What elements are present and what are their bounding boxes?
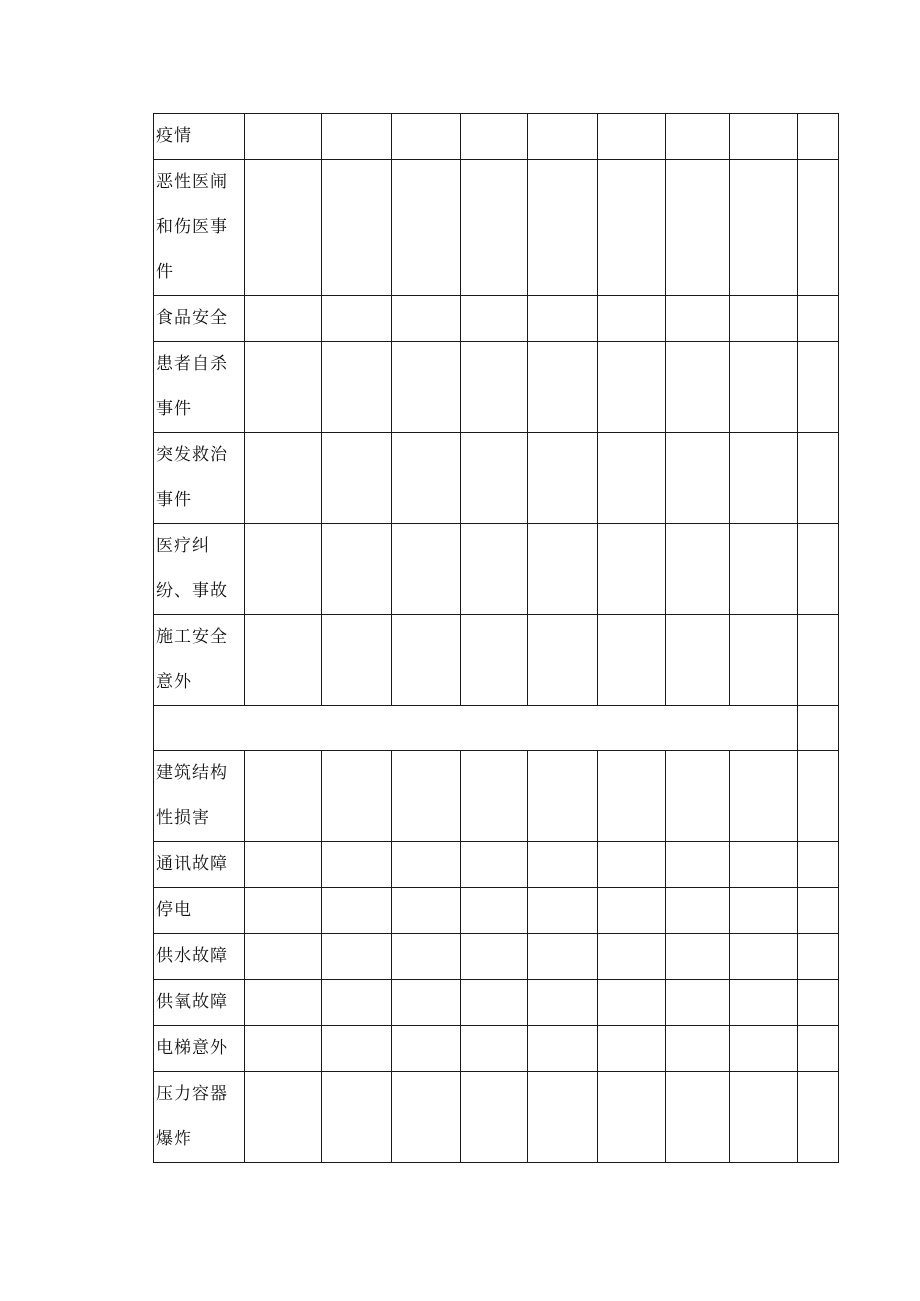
table-cell <box>598 160 666 296</box>
table-cell <box>528 888 598 934</box>
table-cell <box>392 751 461 842</box>
merged-cell <box>154 706 798 751</box>
table-cell <box>392 524 461 615</box>
table-cell <box>461 888 528 934</box>
table-cell <box>730 888 798 934</box>
table-cell <box>666 751 730 842</box>
table-cell <box>322 296 392 342</box>
table-cell <box>245 160 322 296</box>
table-cell <box>798 296 839 342</box>
table-cell <box>528 114 598 160</box>
table-cell <box>392 615 461 706</box>
row-label: 停电 <box>154 888 245 934</box>
table-cell <box>798 160 839 296</box>
table-cell <box>798 342 839 433</box>
table-cell <box>528 1026 598 1072</box>
table-cell <box>245 1026 322 1072</box>
table-cell <box>598 980 666 1026</box>
table-cell <box>798 114 839 160</box>
table-cell <box>392 980 461 1026</box>
table-row <box>154 888 839 934</box>
table-cell <box>392 342 461 433</box>
table-cell <box>245 615 322 706</box>
table-cell <box>322 842 392 888</box>
table-cell <box>322 934 392 980</box>
table-cell <box>598 296 666 342</box>
table-row <box>154 842 839 888</box>
table-cell <box>598 1072 666 1163</box>
table-row <box>154 1026 839 1072</box>
table-cell <box>666 888 730 934</box>
table-cell <box>245 114 322 160</box>
row-label: 压力容器爆炸 <box>154 1072 245 1163</box>
table-row <box>154 342 839 433</box>
table-row <box>154 1072 839 1163</box>
table-row <box>154 160 839 296</box>
table-cell <box>245 934 322 980</box>
row-label: 通讯故障 <box>154 842 245 888</box>
table-cell <box>245 524 322 615</box>
row-label: 疫情 <box>154 114 245 160</box>
table-cell <box>798 524 839 615</box>
table-cell <box>528 160 598 296</box>
table-cell <box>461 934 528 980</box>
row-label: 电梯意外 <box>154 1026 245 1072</box>
table-cell <box>245 433 322 524</box>
table-cell <box>598 342 666 433</box>
table-cell <box>528 1072 598 1163</box>
table-row <box>154 980 839 1026</box>
risk-table <box>153 113 839 1163</box>
table-cell <box>528 615 598 706</box>
table-cell <box>322 980 392 1026</box>
table-cell <box>245 751 322 842</box>
table-cell <box>730 114 798 160</box>
table-row <box>154 433 839 524</box>
table-cell <box>598 888 666 934</box>
table-cell <box>322 524 392 615</box>
table-cell <box>245 842 322 888</box>
table-cell <box>666 433 730 524</box>
row-label: 建筑结构性损害 <box>154 751 245 842</box>
table-cell <box>666 296 730 342</box>
table-cell <box>798 1026 839 1072</box>
table-cell <box>798 980 839 1026</box>
table-row <box>154 934 839 980</box>
table-cell <box>245 888 322 934</box>
table-cell <box>528 296 598 342</box>
table-cell <box>392 114 461 160</box>
table-cell <box>598 524 666 615</box>
table-cell <box>730 296 798 342</box>
row-label: 食品安全 <box>154 296 245 342</box>
table-cell <box>598 615 666 706</box>
table-cell <box>730 1072 798 1163</box>
table-row <box>154 524 839 615</box>
table-cell <box>598 934 666 980</box>
table-cell <box>528 524 598 615</box>
table-row <box>154 751 839 842</box>
table-cell <box>798 934 839 980</box>
table-cell <box>322 433 392 524</box>
table-cell <box>666 1072 730 1163</box>
table-cell <box>461 114 528 160</box>
table-cell <box>392 296 461 342</box>
table-cell <box>245 980 322 1026</box>
table-cell <box>798 751 839 842</box>
table-row <box>154 296 839 342</box>
table-cell <box>245 296 322 342</box>
table-cell <box>666 1026 730 1072</box>
table-cell <box>798 888 839 934</box>
table-row <box>154 114 839 160</box>
table-row <box>154 706 839 751</box>
table-row <box>154 615 839 706</box>
table-cell <box>730 934 798 980</box>
table-cell <box>461 615 528 706</box>
table-cell <box>322 615 392 706</box>
table-cell <box>322 1072 392 1163</box>
table-cell <box>666 842 730 888</box>
table-cell <box>798 1072 839 1163</box>
table-cell <box>461 980 528 1026</box>
table-cell <box>392 1072 461 1163</box>
table-cell <box>666 934 730 980</box>
table-cell <box>461 751 528 842</box>
table-cell <box>322 114 392 160</box>
table-cell <box>666 342 730 433</box>
table-cell <box>598 433 666 524</box>
table-cell <box>461 160 528 296</box>
table-cell <box>461 433 528 524</box>
row-label: 恶性医闹和伤医事件 <box>154 160 245 296</box>
table-cell <box>666 980 730 1026</box>
table-cell <box>461 524 528 615</box>
row-label: 施工安全意外 <box>154 615 245 706</box>
table-cell <box>666 114 730 160</box>
table-cell <box>730 842 798 888</box>
table-cell <box>798 433 839 524</box>
table-cell <box>322 160 392 296</box>
table-cell <box>461 1072 528 1163</box>
table-cell <box>322 751 392 842</box>
row-label: 突发救治事件 <box>154 433 245 524</box>
table-cell <box>598 1026 666 1072</box>
table-cell <box>392 160 461 296</box>
table-cell <box>730 160 798 296</box>
table-cell <box>730 751 798 842</box>
table-cell <box>461 296 528 342</box>
table-cell <box>598 751 666 842</box>
table-cell <box>322 342 392 433</box>
table-cell <box>666 615 730 706</box>
table-cell <box>528 934 598 980</box>
table-cell <box>528 342 598 433</box>
table-cell <box>598 114 666 160</box>
row-label: 供水故障 <box>154 934 245 980</box>
table-cell <box>730 615 798 706</box>
table-cell <box>245 1072 322 1163</box>
table-cell <box>528 751 598 842</box>
table-cell <box>528 842 598 888</box>
table-cell <box>730 1026 798 1072</box>
table-cell <box>730 342 798 433</box>
table-cell <box>461 342 528 433</box>
table-cell <box>598 842 666 888</box>
table-cell <box>322 888 392 934</box>
row-label: 医疗纠纷、事故 <box>154 524 245 615</box>
table-cell <box>392 888 461 934</box>
row-label: 供氧故障 <box>154 980 245 1026</box>
table-body <box>154 114 839 1163</box>
table-cell <box>666 160 730 296</box>
table-cell <box>392 433 461 524</box>
table-cell <box>730 980 798 1026</box>
table-cell <box>730 433 798 524</box>
table-cell <box>392 842 461 888</box>
table-cell <box>392 1026 461 1072</box>
table-cell <box>528 980 598 1026</box>
table-cell <box>245 342 322 433</box>
table-cell <box>392 934 461 980</box>
table-cell <box>461 842 528 888</box>
table-cell <box>528 433 598 524</box>
table-cell <box>798 615 839 706</box>
table-cell <box>322 1026 392 1072</box>
row-label: 患者自杀事件 <box>154 342 245 433</box>
table-cell <box>666 524 730 615</box>
table-cell <box>798 842 839 888</box>
table-cell <box>798 706 839 751</box>
table-cell <box>730 524 798 615</box>
table-cell <box>461 1026 528 1072</box>
